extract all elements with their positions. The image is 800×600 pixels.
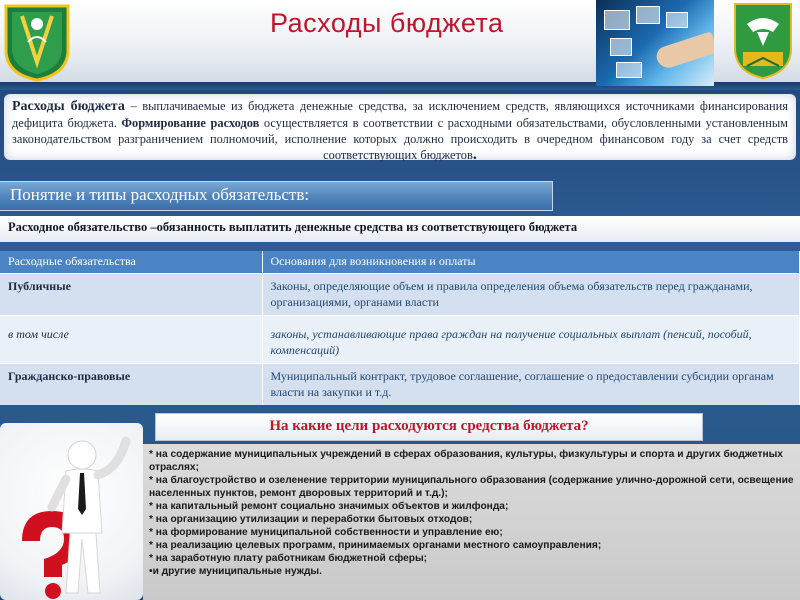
final-dot: . [472,146,477,163]
list-item: * на заработную плату работникам бюджетной сферы; [149,553,428,564]
coat-of-arms-left-icon [2,2,72,82]
table-cell-basis: Законы, определяющие объем и правила определения объема обязательств перед гражданами, организациями, органами власти [262,273,800,315]
table-cell-type: Публичные [0,273,262,315]
definition-text: – выплачиваемые из бюджета денежные средства, за исключением средств, являющихся источниками финансирования дефицита бюджета. [12,99,789,130]
table-row [0,315,800,363]
hand-icon [654,31,714,70]
obligation-definition: Расходное обязательство –обязанность выплатить денежные средства из соответствующего бюджета [0,216,800,242]
list-item: •и другие муниципальные нужды. [149,566,322,577]
table-header-type: Расходные обязательства [0,251,262,273]
list-item: * на организацию утилизации и переработки бытовых отходов; [149,514,473,525]
goals-list [143,444,800,600]
question-person-icon [0,423,143,600]
table-cell-basis: законы, устанавливающие права граждан на получение социальных выплат (пенсий, пособий, компенсаций) [262,315,800,363]
table-header-row [0,251,800,273]
list-item: * на формирование муниципальной собственности и управление ею; [149,527,503,538]
table-row [0,273,800,315]
list-item: * на содержание муниципальных учреждений в сферах образования, культуры, физкультуры и спорта и других бюджетных отраслях; [149,449,783,473]
table-row [0,363,800,405]
formation-term: Формирование расходов [121,116,260,130]
page-title: Расходы бюджета [270,8,504,38]
table-cell-type: Гражданско-правовые [0,363,262,405]
section-heading: Понятие и типы расходных обязательств: [0,181,553,211]
technology-photo [596,0,714,86]
budget-expenses-definition [4,94,796,163]
coat-of-arms-right-icon [733,2,793,80]
formation-text: осуществляется в соответствии с расходными обязательствами, обусловленными установленным законодательством разграничением полномочий, исполнение которых должно происходить в очередном финансовом году за счет средств соответствующих бюджетов [12,116,788,162]
table-cell-basis: Муниципальный контракт, трудовое соглашение, соглашение о предоставлении субсидии органам власти на закупки и т.д. [262,363,800,405]
table-cell-type: в том числе [0,315,262,363]
definition-term: Расходы бюджета [12,99,125,114]
obligations-table [0,251,800,405]
table-header-basis: Основания для возникновения и оплаты [262,251,800,273]
list-item: * на реализацию целевых программ, принимаемых органами местного самоуправления; [149,540,602,551]
list-item: * на благоустройство и озеленение территории муниципального образования (содержание улично-дорожной сети, освещение населенных пунктов, ремонт дворовых территорий и т.д.); [149,475,794,499]
question-banner: На какие цели расходуются средства бюджета? [155,413,703,441]
list-item: * на капитальный ремонт социально значимых объектов и жилфонда; [149,501,509,512]
